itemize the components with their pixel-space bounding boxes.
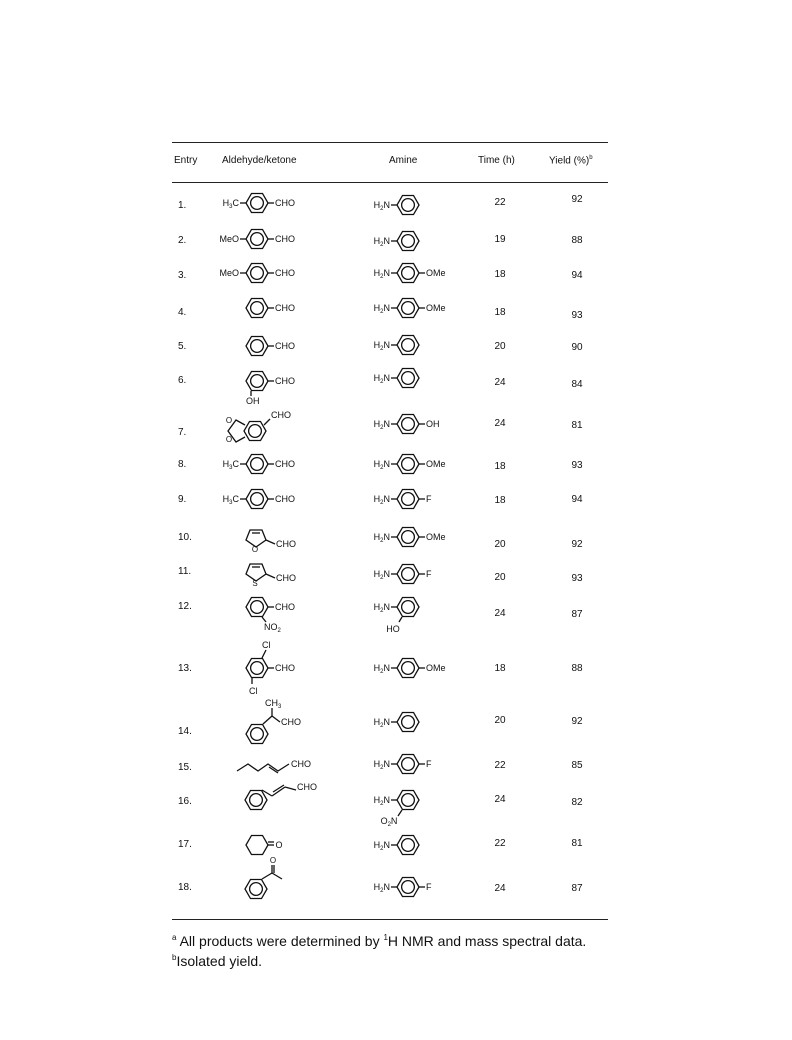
atom-label: Cl (262, 640, 271, 650)
cell-time: 19 (494, 234, 506, 245)
cell-time: 18 (494, 663, 506, 674)
bond (262, 650, 266, 658)
footnote-a-text-2: H NMR and mass spectral data. (387, 933, 587, 949)
atom-label: O (225, 435, 233, 444)
formula-label: $H_2N$ (373, 459, 390, 471)
cell-time: 18 (494, 495, 506, 506)
cell-time: 18 (494, 461, 506, 472)
cell-yield: 81 (571, 420, 583, 431)
footnote-b (172, 953, 262, 969)
formula-label: $H_2N$ (373, 759, 390, 771)
atom-label: CHO (275, 376, 295, 386)
footnote-a-mark: a (172, 933, 177, 942)
aromatic-circle (251, 197, 264, 210)
atom-label: O (275, 840, 283, 850)
aromatic-circle (402, 881, 415, 894)
cell-yield: 93 (571, 573, 583, 584)
aromatic-circle (250, 883, 263, 896)
cell-time: 20 (494, 341, 506, 352)
cell-yield: 82 (571, 797, 583, 808)
cell-entry: 14. (178, 726, 192, 737)
aromatic-circle (251, 458, 264, 471)
formula-label: $H_2N$ (373, 840, 390, 852)
header-yield-note: b (589, 155, 593, 161)
aromatic-circle (402, 267, 415, 280)
formula-label: $H_2N$ (373, 340, 390, 352)
bond (266, 540, 275, 544)
formula-label: $H_3C$ (222, 494, 239, 506)
aromatic-circle (402, 662, 415, 675)
formula-label: $H_2N$ (373, 373, 390, 385)
footnote-a-sup: 1 (383, 933, 388, 942)
aromatic-circle (402, 302, 415, 315)
bond (398, 810, 402, 816)
cell-entry: 11. (178, 566, 192, 577)
formula-label: $H_2N$ (373, 532, 390, 544)
formula-label: $CH_3$ (265, 698, 282, 710)
cell-yield: 93 (571, 460, 583, 471)
atom-label: O (225, 416, 233, 425)
cell-entry: 3. (178, 270, 187, 281)
cell-time: 18 (494, 269, 506, 280)
formula-label: $H_2N$ (373, 419, 390, 431)
aromatic-circle (402, 839, 415, 852)
cell-entry: 17. (178, 839, 192, 850)
cell-entry: 6. (178, 375, 187, 386)
atom-label: CHO (281, 717, 301, 727)
bond (272, 716, 280, 722)
aromatic-circle (402, 601, 415, 614)
formula-label: $H_2N$ (373, 795, 390, 807)
cell-entry: 1. (178, 200, 187, 211)
aromatic-circle (251, 493, 264, 506)
atom-label: CHO (275, 602, 295, 612)
formula-label: $H_2N$ (373, 200, 390, 212)
atom-label: O (269, 856, 277, 865)
aromatic-circle (402, 716, 415, 729)
cell-entry: 10. (178, 532, 192, 543)
atom-label: CHO (275, 268, 295, 278)
atom-label: OMe (426, 268, 446, 278)
atom-label: F (426, 494, 432, 504)
bond (272, 873, 282, 879)
cell-entry: 12. (178, 601, 192, 612)
aromatic-circle (251, 233, 264, 246)
alkyl-chain (237, 764, 289, 771)
cell-time: 20 (494, 572, 506, 583)
bond (264, 419, 270, 425)
atom-label: CHO (275, 494, 295, 504)
cell-yield: 88 (571, 663, 583, 674)
atom-label: F (426, 882, 432, 892)
aromatic-circle (251, 302, 264, 315)
atom-label: CHO (271, 410, 291, 420)
formula-label: $O_2N$ (380, 816, 398, 828)
atom-label: OMe (426, 459, 446, 469)
formula-label: $H_2N$ (373, 236, 390, 248)
cell-time: 24 (494, 377, 506, 388)
aromatic-circle (251, 601, 264, 614)
aromatic-circle (249, 425, 262, 438)
aromatic-circle (402, 794, 415, 807)
cell-entry: 15. (178, 762, 192, 773)
aromatic-circle (402, 235, 415, 248)
atom-label: CHO (275, 341, 295, 351)
atom-label: Cl (249, 686, 258, 696)
formula-label: $H_2N$ (373, 717, 390, 729)
cell-entry: 8. (178, 459, 187, 470)
aromatic-circle (402, 493, 415, 506)
cell-time: 22 (494, 838, 506, 849)
atom-label: OH (246, 396, 260, 406)
cell-yield: 92 (571, 716, 583, 727)
cell-entry: 7. (178, 427, 187, 438)
atom-label: CHO (297, 782, 317, 792)
atom-label: S (252, 579, 258, 588)
header-time: Time (h) (478, 155, 515, 166)
cell-yield: 84 (571, 379, 583, 390)
atom-label: OH (426, 419, 440, 429)
aromatic-circle (402, 531, 415, 544)
cell-yield: 90 (571, 342, 583, 353)
bond (285, 787, 296, 790)
cell-entry: 16. (178, 796, 192, 807)
atom-label: MeO (219, 234, 239, 244)
cyclohexane-ring (246, 835, 268, 854)
cell-entry: 18. (178, 882, 192, 893)
aromatic-circle (251, 340, 264, 353)
cell-entry: 2. (178, 235, 187, 246)
formula-label: $H_2N$ (373, 303, 390, 315)
cell-time: 20 (494, 539, 506, 550)
formula-label: $H_2N$ (373, 602, 390, 614)
aromatic-circle (402, 372, 415, 385)
formula-label: $NO_2$ (264, 622, 281, 634)
atom-label: CHO (275, 459, 295, 469)
aromatic-circle (402, 418, 415, 431)
footnote-a-text-1: All products were determined by (179, 933, 384, 949)
atom-label: O (251, 545, 259, 554)
footnote-b-text: Isolated yield. (176, 953, 263, 969)
cell-yield: 92 (571, 194, 583, 205)
footnote-a (172, 933, 586, 949)
cell-entry: 9. (178, 494, 187, 505)
cell-yield: 94 (571, 494, 583, 505)
atom-label: CHO (275, 663, 295, 673)
aromatic-circle (402, 458, 415, 471)
cell-entry: 4. (178, 307, 187, 318)
cell-time: 22 (494, 197, 506, 208)
formula-label: $H_2N$ (373, 268, 390, 280)
aromatic-circle (251, 662, 264, 675)
aromatic-circle (250, 794, 263, 807)
cell-yield: 93 (571, 310, 583, 321)
aromatic-circle (251, 267, 264, 280)
atom-label: MeO (219, 268, 239, 278)
cell-time: 24 (494, 883, 506, 894)
aromatic-circle (251, 375, 264, 388)
aromatic-circle (251, 728, 264, 741)
cell-time: 22 (494, 760, 506, 771)
atom-label: OMe (426, 532, 446, 542)
bond (263, 716, 272, 724)
header-aldehyde: Aldehyde/ketone (222, 155, 297, 166)
aromatic-circle (402, 199, 415, 212)
atom-label: CHO (275, 198, 295, 208)
cell-entry: 13. (178, 663, 192, 674)
atom-label: CHO (276, 539, 296, 549)
cell-yield: 87 (571, 609, 583, 620)
atom-label: HO (386, 624, 400, 634)
atom-label: CHO (276, 573, 296, 583)
formula-label: $H_2N$ (373, 663, 390, 675)
formula-label: $H_2N$ (373, 494, 390, 506)
cell-yield: 88 (571, 235, 583, 246)
formula-label: $H_3C$ (222, 459, 239, 471)
atom-label: F (426, 759, 432, 769)
bond (266, 574, 275, 578)
aromatic-circle (402, 339, 415, 352)
header-entry: Entry (174, 155, 198, 166)
cell-time: 24 (494, 418, 506, 429)
atom-label: OMe (426, 663, 446, 673)
cell-time: 24 (494, 608, 506, 619)
cell-entry: 5. (178, 341, 187, 352)
cell-yield: 85 (571, 760, 583, 771)
header-amine: Amine (389, 155, 418, 166)
bond (262, 873, 272, 879)
formula-label: $H_2N$ (373, 569, 390, 581)
aromatic-circle (402, 568, 415, 581)
atom-label: CHO (275, 303, 295, 313)
cell-time: 18 (494, 307, 506, 318)
cell-time: 20 (494, 715, 506, 726)
atom-label: CHO (275, 234, 295, 244)
cell-yield: 92 (571, 539, 583, 550)
cell-yield: 87 (571, 883, 583, 894)
formula-label: $H_2N$ (373, 882, 390, 894)
atom-label: F (426, 569, 432, 579)
aromatic-circle (402, 758, 415, 771)
formula-label: $H_3C$ (222, 198, 239, 210)
bond (399, 617, 402, 622)
footnote-b-mark: b (172, 953, 177, 962)
header-yield-text: Yield (%) (549, 155, 590, 167)
atom-label: OMe (426, 303, 446, 313)
atom-label: CHO (291, 759, 311, 769)
cell-time: 24 (494, 794, 506, 805)
cell-yield: 94 (571, 270, 583, 281)
cell-yield: 81 (571, 838, 583, 849)
